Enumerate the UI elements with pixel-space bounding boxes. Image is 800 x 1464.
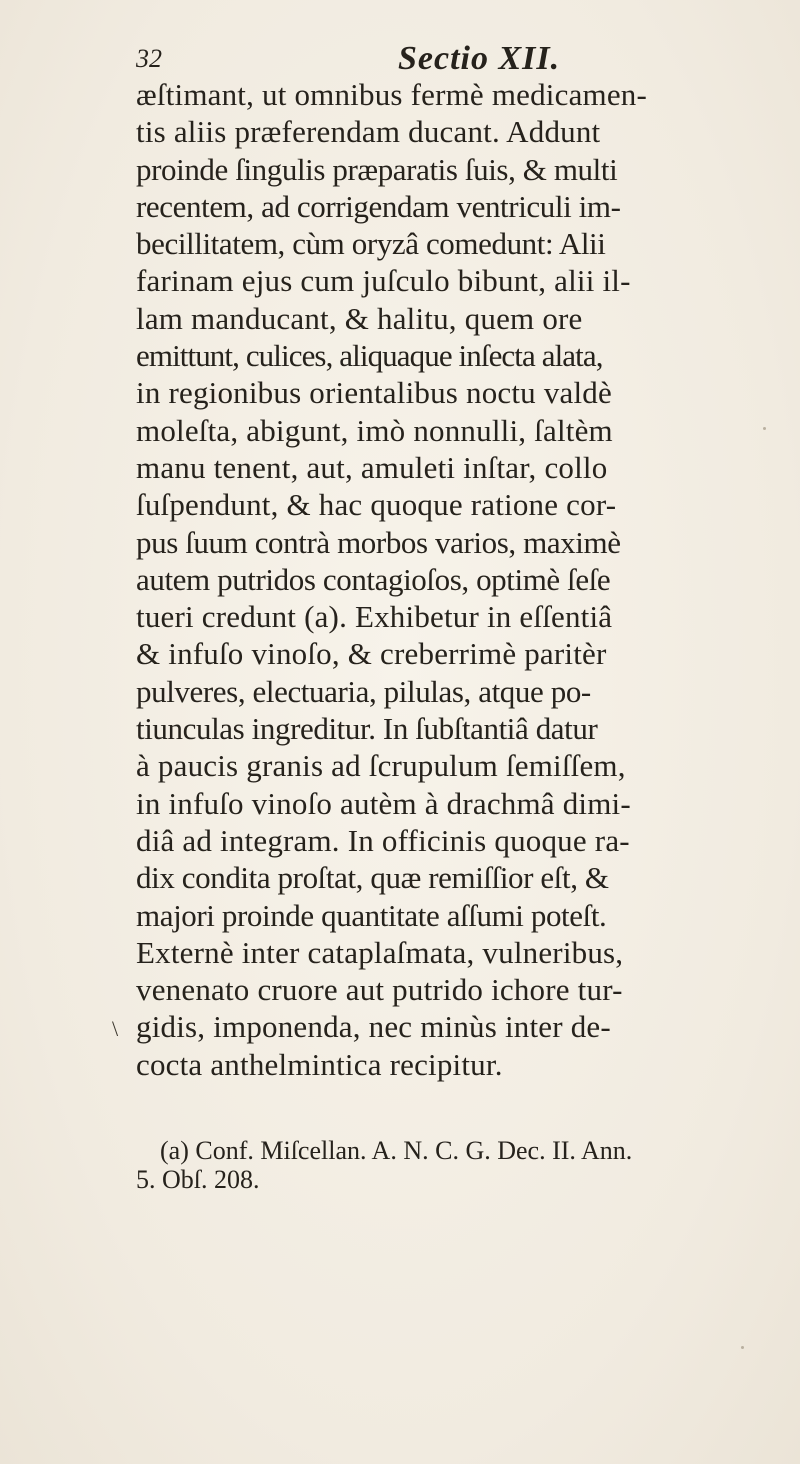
paper-speck	[763, 427, 766, 430]
text-line: pulveres, electuaria, pilulas, atque po-	[136, 673, 591, 709]
text-line: dix condita proſtat, quæ remiſſior eſt, &	[136, 860, 609, 896]
text-line: proinde ſingulis præparatis ſuis, & multi	[136, 151, 618, 187]
paper-speck	[741, 1346, 744, 1349]
text-line: Externè inter cataplaſmata, vulneribus,	[136, 934, 624, 970]
text-line: lam manducant, & halitu, quem ore	[136, 300, 583, 336]
section-title: Sectio XII.	[398, 40, 561, 77]
running-head	[136, 40, 776, 80]
footnote-line: (a) Conf. Miſcellan. A. N. C. G. Dec. II. Ann.	[160, 1136, 633, 1165]
text-line: emittunt, culices, aliquaque inſecta alata,	[136, 338, 603, 374]
text-line: majori proinde quantitate aſſumi poteſt.	[136, 897, 607, 933]
text-line: in regionibus orientalibus noctu valdè	[136, 375, 612, 411]
text-line: moleſta, abigunt, imò nonnulli, ſaltèm	[136, 412, 613, 448]
margin-mark: \	[112, 1016, 119, 1041]
text-line: becillitatem, cùm oryzâ comedunt: Alii	[136, 226, 606, 262]
page-number: 32	[136, 44, 162, 73]
text-line: ſuſpendunt, & hac quoque ratione cor-	[136, 487, 617, 523]
text-line: in infuſo vinoſo autèm à drachmâ dimi-	[136, 785, 631, 821]
text-line: tis aliis præferendam ducant. Addunt	[136, 114, 601, 150]
footnote	[136, 1136, 786, 1194]
text-line: tueri credunt (a). Exhibetur in eſſentiâ	[136, 599, 613, 635]
text-line: cocta anthelmintica recipitur.	[136, 1046, 503, 1082]
text-line: pus ſuum contrà morbos varios, maximè	[136, 524, 621, 560]
text-line: tiunculas ingreditur. In ſubſtantiâ datur	[136, 711, 598, 747]
text-line: autem putridos contagioſos, optimè ſeſe	[136, 561, 611, 597]
text-line: manu tenent, aut, amuleti inſtar, collo	[136, 449, 608, 485]
text-line: venenato cruore aut putrido ichore tur-	[136, 972, 623, 1008]
text-line: à paucis granis ad ſcrupulum ſemiſſem,	[136, 748, 626, 784]
footnote-line: 5. Obſ. 208.	[136, 1165, 260, 1194]
text-line: & infuſo vinoſo, & creberrimè paritèr	[136, 636, 607, 672]
text-line: farinam ejus cum juſculo bibunt, alii il-	[136, 263, 631, 299]
text-line: recentem, ad corrigendam ventriculi im-	[136, 188, 621, 224]
text-line: æſtimant, ut omnibus fermè medicamen-	[136, 77, 648, 112]
body-text	[136, 76, 786, 1083]
text-line: diâ ad integram. In officinis quoque ra-	[136, 822, 630, 858]
text-line: gidis, imponenda, nec minùs inter de-	[136, 1009, 611, 1045]
